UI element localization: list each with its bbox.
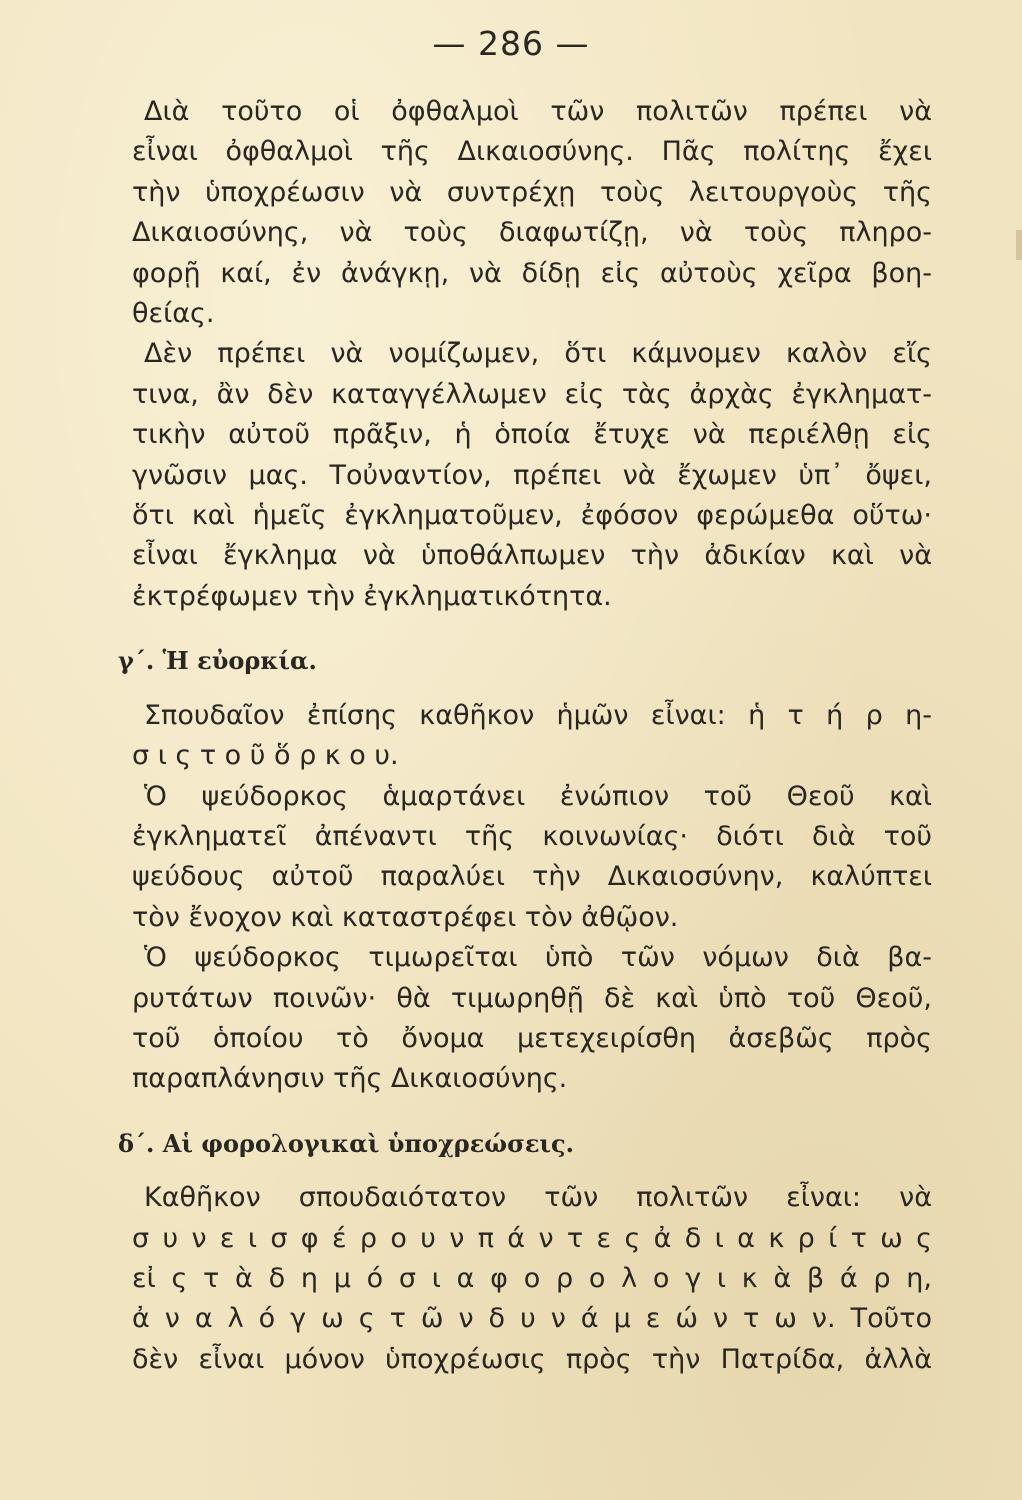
text-line: Καθῆκον σπουδαιότατον τῶν πολιτῶν εἶναι: νὰ bbox=[144, 1182, 932, 1214]
text-line-spaced: εἰ ς τ ὰ δ η μ ό σ ι α φ ο ρ ο λ ο γ ι κ ὰ β ά ρ η, bbox=[132, 1262, 932, 1294]
page-number: — 286 — bbox=[432, 24, 590, 63]
body-text bbox=[118, 92, 932, 1380]
section-heading-tax: δ΄. Αἱ φορολογικαὶ ὑποχρεώσεις. bbox=[118, 1128, 574, 1158]
text-line: γνῶσιν μας. Τοὐναντίον, πρέπει νὰ ἔχωμεν ὑπ᾽ ὄψει, bbox=[132, 459, 932, 491]
text-line: τινα, ἂν δὲν καταγγέλλωμεν εἰς τὰς ἀρχὰς ἐγκληματ- bbox=[132, 378, 932, 410]
section-heading-oath: γ΄. Ἡ εὐορκία. bbox=[118, 646, 317, 676]
text-line: ρυτάτων ποινῶν· θὰ τιμωρηθῇ δὲ καὶ ὑπὸ τοῦ Θεοῦ, bbox=[132, 982, 932, 1014]
text-line: Σπουδαῖον ἐπίσης καθῆκον ἡμῶν εἶναι: ἡ τ ή ρ η- bbox=[144, 699, 932, 731]
paragraph-1 bbox=[132, 92, 932, 334]
text-line: Ὁ ψεύδορκος ἁμαρτάνει ἐνώπιον τοῦ Θεοῦ καὶ bbox=[144, 780, 932, 812]
text-line: τικὴν αὐτοῦ πρᾶξιν, ἡ ὁποία ἔτυχε νὰ περιέλθῃ εἰς bbox=[132, 419, 932, 451]
text-line: εἶναι ὀφθαλμοὶ τῆς Δικαιοσύνης. Πᾶς πολίτης ἔχει bbox=[132, 136, 932, 168]
paragraph-4 bbox=[132, 777, 932, 939]
text-line: Διὰ τοῦτο οἱ ὀφθαλμοὶ τῶν πολιτῶν πρέπει νὰ bbox=[144, 96, 932, 127]
text-line: ἐκτρέφωμεν τὴν ἐγκληματικότητα. bbox=[132, 580, 612, 612]
spacer bbox=[132, 1100, 932, 1124]
text-line: τὴν ὑποχρέωσιν νὰ συντρέχῃ τοὺς λειτουργοὺς τῆς bbox=[132, 176, 932, 208]
paragraph-5 bbox=[132, 938, 932, 1100]
text-line: εἶναι ἔγκλημα νὰ ὑποθάλπωμεν τὴν ἀδικίαν καὶ νὰ bbox=[132, 540, 932, 572]
text-line: παραπλάνησιν τῆς Δικαιοσύνης. bbox=[132, 1063, 568, 1095]
spacer bbox=[132, 1164, 932, 1178]
paragraph-3 bbox=[132, 696, 932, 777]
page-edge-mark bbox=[1016, 230, 1022, 260]
text-line: τὸν ἔνοχον καὶ καταστρέφει τὸν ἀθῷον. bbox=[132, 901, 679, 933]
text-line: θείας. bbox=[132, 298, 215, 330]
text-line-spaced: σ ι ς τ ο ῦ ὅ ρ κ ο υ. bbox=[132, 740, 399, 772]
text-line: ὅτι καὶ ἡμεῖς ἐγκληματοῦμεν, ἐφόσον φερώμεθα οὕτω· bbox=[132, 500, 932, 532]
spacer bbox=[132, 682, 932, 696]
text-line: τοῦ ὁποίου τὸ ὄνομα μετεχειρίσθη ἀσεβῶς πρὸς bbox=[132, 1022, 932, 1054]
text-line: ψεύδους αὐτοῦ παραλύει τὴν Δικαιοσύνην, καλύπτει bbox=[132, 861, 932, 893]
paragraph-6 bbox=[132, 1178, 932, 1380]
text-line: Ὁ ψεύδορκος τιμωρεῖται ὑπὸ τῶν νόμων διὰ βα- bbox=[144, 942, 932, 974]
text-line: Δικαιοσύνης, νὰ τοὺς διαφωτίζῃ, νὰ τοὺς πληρο- bbox=[132, 217, 932, 249]
text-line: Δὲν πρέπει νὰ νομίζωμεν, ὅτι κάμνομεν καλὸν εἴς bbox=[144, 338, 932, 370]
paragraph-2 bbox=[132, 334, 932, 617]
text-line: δὲν εἶναι μόνον ὑποχρέωσις πρὸς τὴν Πατρίδα, ἀλλὰ bbox=[132, 1343, 932, 1375]
text-line-spaced: ἀ ν α λ ό γ ω ς τ ῶ ν δ υ ν ά μ ε ώ ν τ ω ν. Τοῦτο bbox=[132, 1303, 932, 1335]
spacer bbox=[132, 617, 932, 641]
text-line: ἐγκληματεῖ ἀπέναντι τῆς κοινωνίας· διότι διὰ τοῦ bbox=[132, 820, 932, 852]
text-line: φορῇ καί, ἐν ἀνάγκῃ, νὰ δίδῃ εἰς αὐτοὺς χεῖρα βοη- bbox=[132, 257, 932, 289]
text-line-spaced: σ υ ν ε ι σ φ έ ρ ο υ ν π ά ν τ ε ς ἀ δ ι α κ ρ ί τ ω ς bbox=[132, 1222, 932, 1254]
